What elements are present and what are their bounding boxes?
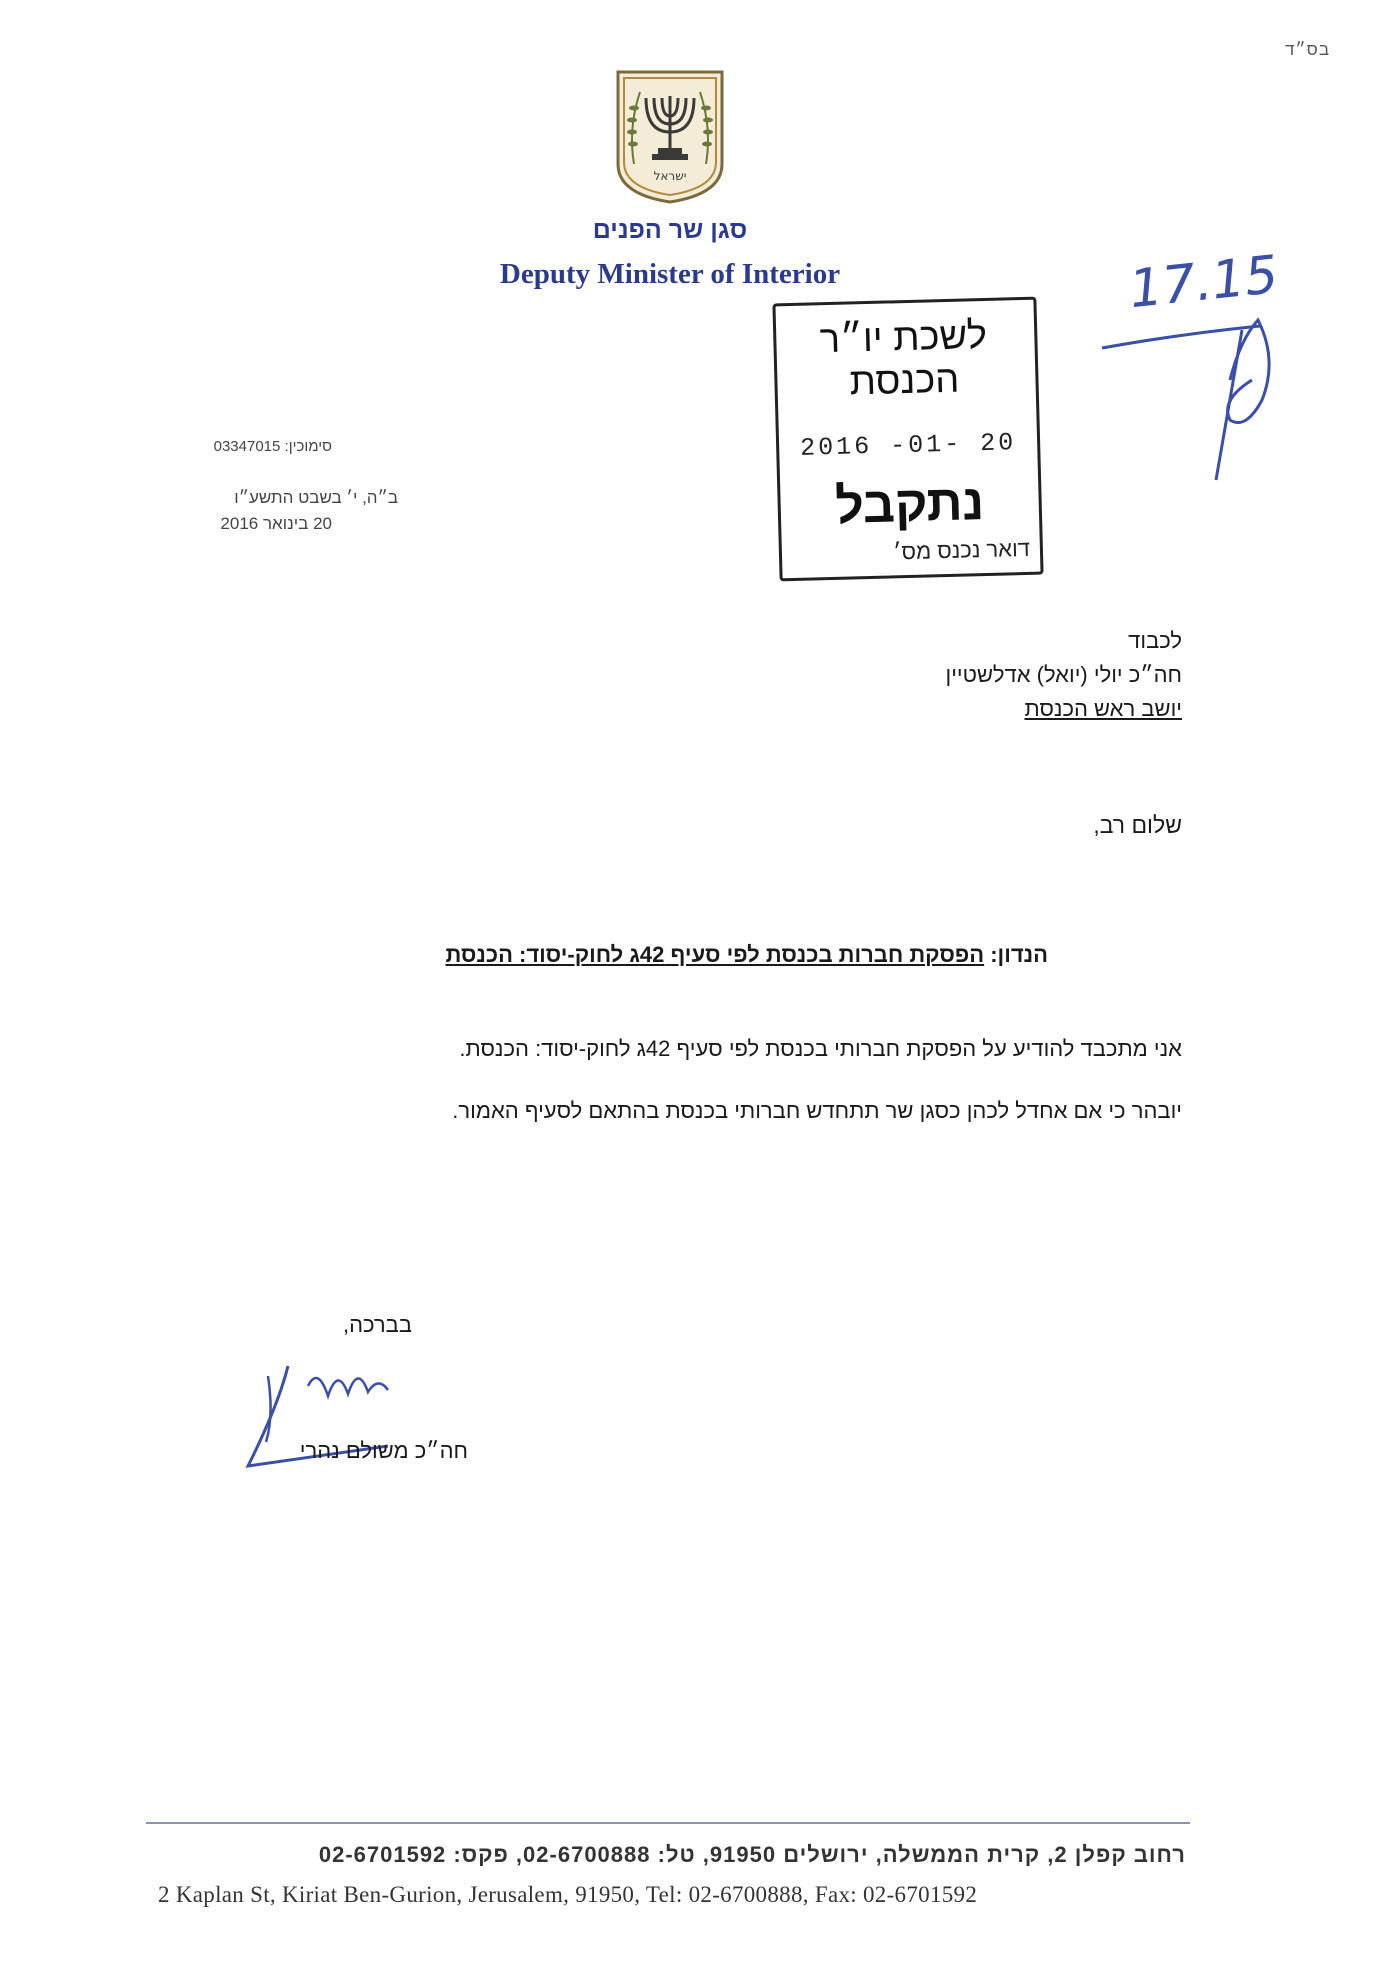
stamp-date: 20 -01- 2016 xyxy=(799,428,1017,463)
addressee-honorific: לכבוד xyxy=(1128,628,1182,653)
received-stamp xyxy=(772,297,1043,582)
svg-text:ישראל: ישראל xyxy=(653,169,687,183)
addressee-role: יושב ראש הכנסת xyxy=(1024,696,1182,721)
addressee-name: חה״כ יולי (יואל) אדלשטיין xyxy=(945,662,1182,687)
greeting: שלום רב, xyxy=(1093,812,1182,838)
reference-number: סימוכין: 03347015 xyxy=(213,438,332,455)
body-paragraph-2: יובהר כי אם אחדל לכהן כסגן שר תתחדש חברותי בכנסת בהתאם לסעיף האמור. xyxy=(452,1098,1182,1123)
handwritten-annotation xyxy=(1080,230,1320,490)
subject-label: הנדון: xyxy=(990,942,1048,967)
footer-address-hebrew: רחוב קפלן 2, קרית הממשלה, ירושלים 91950, טל: 02-6700888, פקס: 02-6701592 xyxy=(318,1842,1186,1867)
stamp-mail-number: דואר נכנס מס׳ xyxy=(892,535,1031,565)
handwritten-signature xyxy=(228,1346,468,1486)
stamp-office: לשכת יו״ר הכנסת xyxy=(819,314,988,404)
date-gregorian: 20 בינואר 2016 xyxy=(220,514,332,533)
bsd-mark: בס״ד xyxy=(1285,40,1330,59)
closing: בברכה, xyxy=(342,1312,412,1337)
stamp-received: נתקבל xyxy=(834,474,985,534)
state-emblem-icon xyxy=(612,68,728,206)
subject-text: הפסקת חברות בכנסת לפי סעיף 42ג לחוק-יסוד: הכנסת xyxy=(445,942,985,967)
hebrew-office-title: סגן שר הפנים xyxy=(592,216,748,244)
english-office-title: Deputy Minister of Interior xyxy=(499,258,841,290)
signer-name: חה״כ משולם נהרי xyxy=(299,1438,468,1463)
date-hebrew: ב״ה, י׳ בשבט התשע״ו xyxy=(234,488,398,507)
footer-divider xyxy=(146,1822,1190,1824)
body-paragraph-1: אני מתכבד להודיע על הפסקת חברותי בכנסת לפי סעיף 42ג לחוק-יסוד: הכנסת. xyxy=(459,1036,1182,1061)
subject-line xyxy=(445,942,1048,968)
svg-text:17.15: 17.15 xyxy=(1126,244,1281,321)
footer-address-english: 2 Kaplan St, Kiriat Ben-Gurion, Jerusalem, 91950, Tel: 02-6700888, Fax: 02-6701592 xyxy=(158,1882,978,1907)
